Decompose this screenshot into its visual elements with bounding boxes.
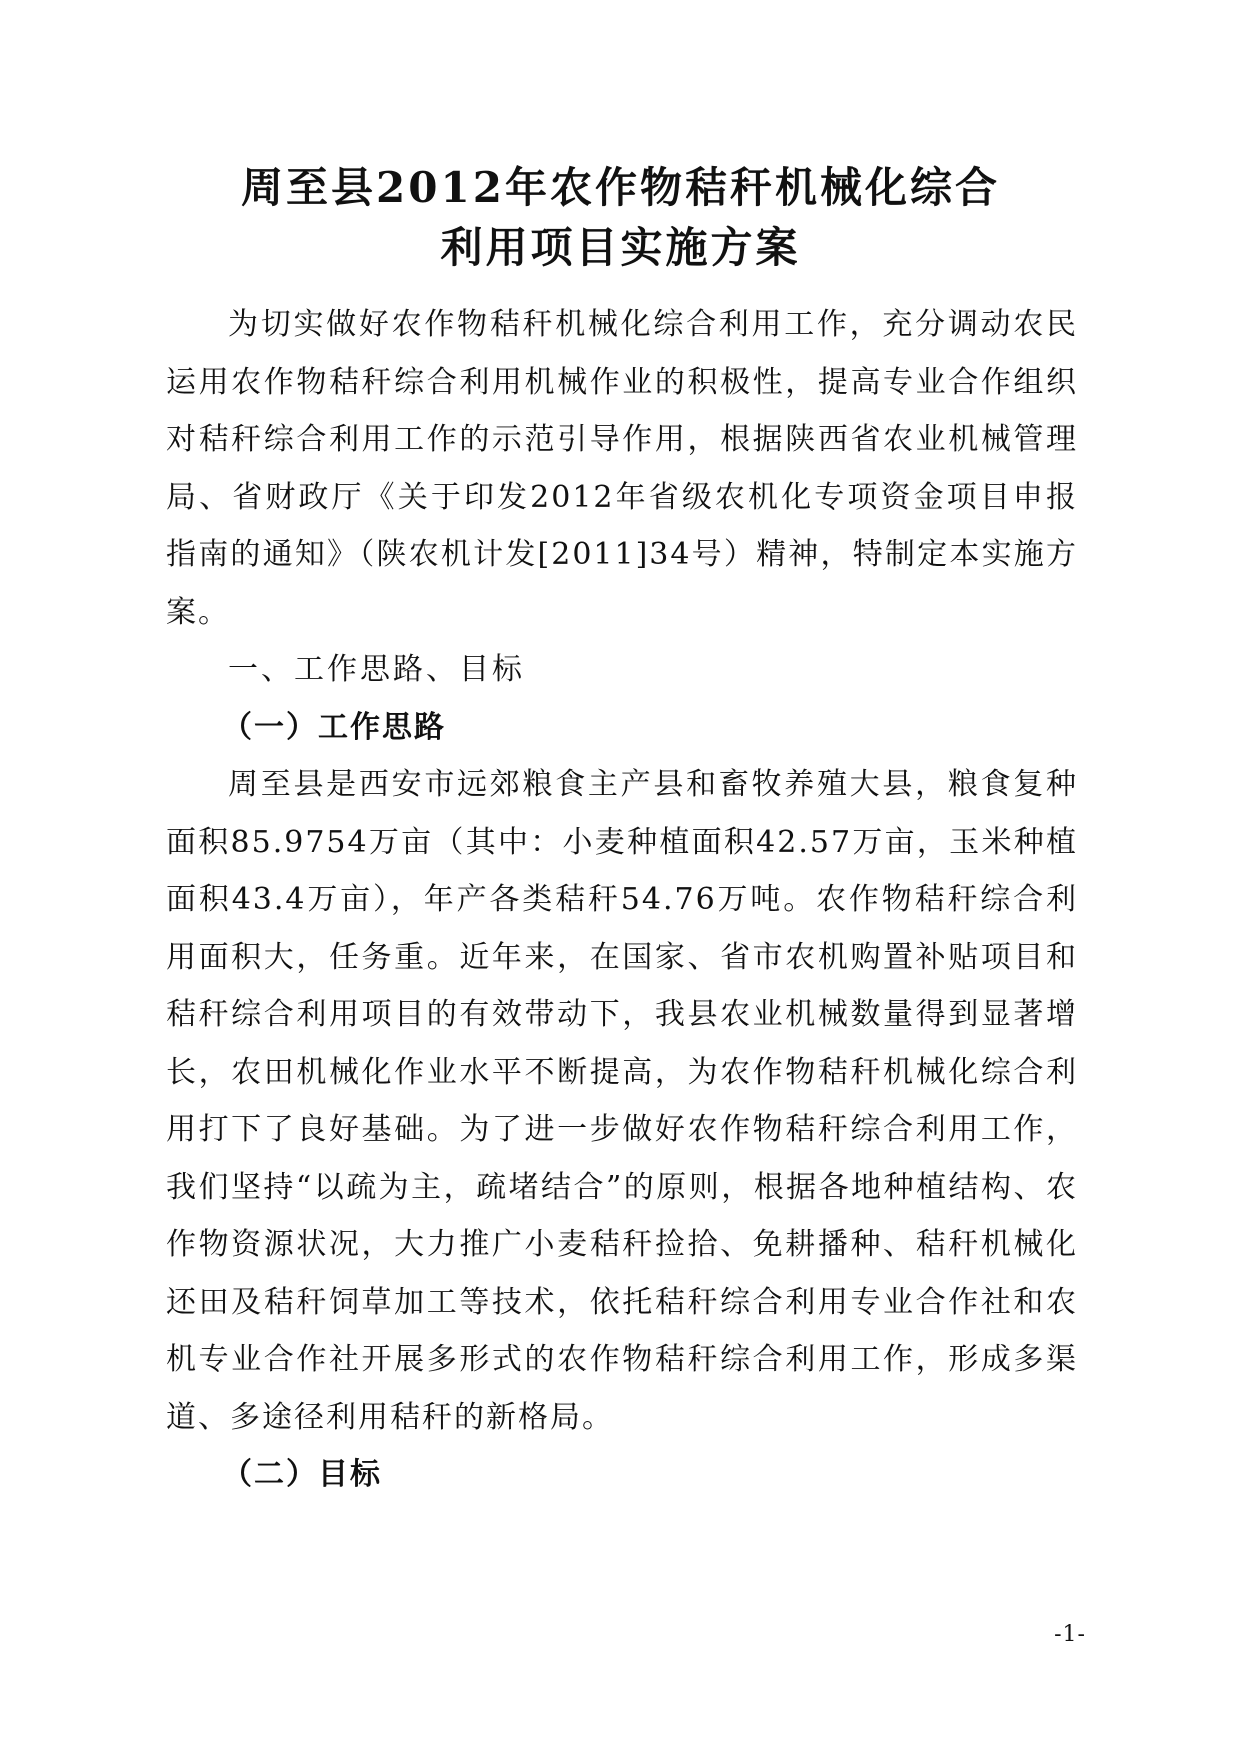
document-title-line-2: 利用项目实施方案 xyxy=(440,223,801,272)
intro-paragraph: 为切实做好农作物秸秆机械化综合利用工作，充分调动农民运用农作物秸秆综合利用机械作业的积极性，提高专业合作组织对秸秆综合利用工作的示范引导作用，根据陕西省农业机械管理局、省财政厅《关于印发2012年省级农机化专项资金项目申报指南的通知》（陕农机计发[2011]34号）精神，特制定本实施方案。 xyxy=(166,307,1078,630)
page-number: -1- xyxy=(1054,1622,1086,1647)
document-body xyxy=(166,296,1078,1504)
subsection-1-paragraph: 周至县是西安市远郊粮食主产县和畜牧养殖大县，粮食复种面积85.9754万亩（其中：小麦种植面积42.57万亩，玉米种植面积43.4万亩），年产各类秸秆54.76万吨。农作物秸秆综合利用面积大，任务重。近年来，在国家、省市农机购置补贴项目和秸秆综合利用项目的有效带动下，我县农业机械数量得到显著增长，农田机械化作业水平不断提高，为农作物秸秆机械化综合利用打下了良好基础。为了进一步做好农作物秸秆综合利用工作，我们坚持“以疏为主，疏堵结合”的原则，根据各地种植结构、农作物资源状况，大力推广小麦秸秆捡拾、免耕播种、秸秆机械化还田及秸秆饲草加工等技术，依托秸秆综合利用专业合作社和农机专业合作社开展多形式的农作物秸秆综合利用工作，形成多渠道、多途径利用秸秆的新格局。 xyxy=(166,767,1078,1435)
subsection-heading-1: （一）工作思路 xyxy=(222,709,446,745)
subsection-heading-2: （二）目标 xyxy=(222,1457,382,1492)
document-title-line-1: 周至县2012年农作物秸秆机械化综合 xyxy=(241,163,1000,212)
section-heading-1: 一、工作思路、目标 xyxy=(228,652,525,687)
